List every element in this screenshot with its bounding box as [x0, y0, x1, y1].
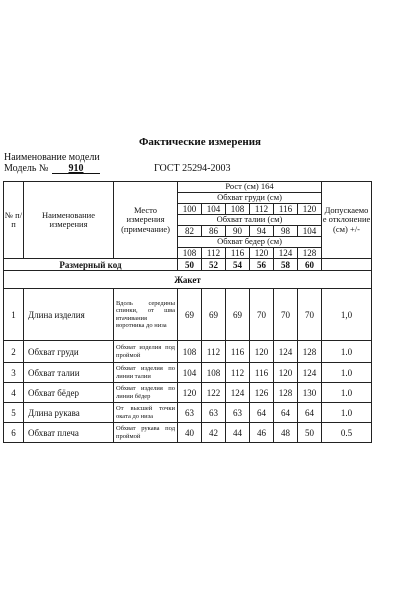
- row-value: 124: [274, 341, 298, 363]
- hips-value: 120: [250, 248, 274, 259]
- row-value: 108: [202, 363, 226, 383]
- row-number: 2: [4, 341, 24, 363]
- row-value: 69: [226, 289, 250, 341]
- waist-value: 98: [274, 226, 298, 237]
- size-code-empty: [322, 259, 372, 271]
- measurements-table: [3, 181, 372, 443]
- waist-value: 90: [226, 226, 250, 237]
- chest-value: 100: [178, 204, 202, 215]
- row-value: 48: [274, 423, 298, 443]
- row-value: 116: [226, 341, 250, 363]
- row-note: Обхват изделия по линии бёдер: [114, 383, 178, 403]
- size-code: 56: [250, 259, 274, 271]
- model-name-label: Наименование модели: [4, 152, 100, 163]
- row-value: 112: [202, 341, 226, 363]
- row-note: Вдоль середины спинки, от шва втачивания воротника до низа: [114, 289, 178, 341]
- header-tolerance: Допускаемо е отклонение (см) +/-: [322, 182, 372, 259]
- size-code: 60: [298, 259, 322, 271]
- row-number: 3: [4, 363, 24, 383]
- row-value: 70: [298, 289, 322, 341]
- row-tolerance: 1.0: [322, 363, 372, 383]
- row-note: Обхват изделия под проймой: [114, 341, 178, 363]
- row-value: 120: [178, 383, 202, 403]
- row-value: 130: [298, 383, 322, 403]
- row-note: Обхват изделия по линии талии: [114, 363, 178, 383]
- header-name: Наименование измерения: [24, 182, 114, 259]
- waist-value: 104: [298, 226, 322, 237]
- hips-value: 128: [298, 248, 322, 259]
- chest-value: 112: [250, 204, 274, 215]
- row-value: 112: [226, 363, 250, 383]
- row-note: От высшей точки оката до низа: [114, 403, 178, 423]
- row-name: Обхват плеча: [24, 423, 114, 443]
- row-value: 69: [178, 289, 202, 341]
- size-code: 54: [226, 259, 250, 271]
- hips-value: 124: [274, 248, 298, 259]
- chest-value: 116: [274, 204, 298, 215]
- row-value: 40: [178, 423, 202, 443]
- row-number: 1: [4, 289, 24, 341]
- row-value: 46: [250, 423, 274, 443]
- model-number: 910: [68, 163, 84, 174]
- row-value: 104: [178, 363, 202, 383]
- waist-value: 86: [202, 226, 226, 237]
- row-value: 63: [178, 403, 202, 423]
- header-place: Место измерения (примечание): [114, 182, 178, 259]
- chest-value: 108: [226, 204, 250, 215]
- row-name: Длина изделия: [24, 289, 114, 341]
- row-name: Обхват бёдер: [24, 383, 114, 403]
- chest-value: 104: [202, 204, 226, 215]
- row-value: 63: [226, 403, 250, 423]
- header-height: Рост (см) 164: [178, 182, 322, 193]
- row-value: 126: [250, 383, 274, 403]
- row-value: 42: [202, 423, 226, 443]
- row-value: 108: [178, 341, 202, 363]
- table-row: [4, 289, 372, 341]
- model-number-underline: [52, 173, 100, 174]
- row-tolerance: 1.0: [322, 383, 372, 403]
- hips-value: 108: [178, 248, 202, 259]
- header-num: № п/ п: [4, 182, 24, 259]
- row-value: 69: [202, 289, 226, 341]
- row-value: 70: [250, 289, 274, 341]
- table-row: [4, 383, 372, 403]
- row-name: Обхват груди: [24, 341, 114, 363]
- row-value: 50: [298, 423, 322, 443]
- size-code: 52: [202, 259, 226, 271]
- row-value: 64: [298, 403, 322, 423]
- size-code-label: Размерный код: [4, 259, 178, 271]
- document-title: Фактические измерения: [138, 136, 262, 148]
- row-note: Обхват рукава под проймой: [114, 423, 178, 443]
- row-value: 128: [274, 383, 298, 403]
- hips-value: 116: [226, 248, 250, 259]
- row-value: 120: [274, 363, 298, 383]
- waist-value: 82: [178, 226, 202, 237]
- row-number: 6: [4, 423, 24, 443]
- row-tolerance: 0.5: [322, 423, 372, 443]
- size-code: 58: [274, 259, 298, 271]
- row-value: 120: [250, 341, 274, 363]
- hips-value: 112: [202, 248, 226, 259]
- row-number: 5: [4, 403, 24, 423]
- table-row: [4, 403, 372, 423]
- row-tolerance: 1,0: [322, 289, 372, 341]
- section-title: Жакет: [4, 271, 372, 289]
- row-value: 124: [226, 383, 250, 403]
- header-chest: Обхват груди (см): [178, 193, 322, 204]
- chest-value: 120: [298, 204, 322, 215]
- row-value: 116: [250, 363, 274, 383]
- row-tolerance: 1.0: [322, 341, 372, 363]
- header-hips: Обхват бедер (см): [178, 237, 322, 248]
- model-number-label: Модель №: [4, 163, 49, 174]
- row-name: Обхват талии: [24, 363, 114, 383]
- table-row: [4, 363, 372, 383]
- row-value: 44: [226, 423, 250, 443]
- row-value: 63: [202, 403, 226, 423]
- row-value: 64: [250, 403, 274, 423]
- row-tolerance: 1.0: [322, 403, 372, 423]
- row-name: Длина рукава: [24, 403, 114, 423]
- gost-standard: ГОСТ 25294-2003: [154, 163, 231, 174]
- row-value: 64: [274, 403, 298, 423]
- size-code: 50: [178, 259, 202, 271]
- header-waist: Обхват талии (см): [178, 215, 322, 226]
- row-value: 128: [298, 341, 322, 363]
- row-value: 122: [202, 383, 226, 403]
- waist-value: 94: [250, 226, 274, 237]
- table-row: [4, 423, 372, 443]
- row-number: 4: [4, 383, 24, 403]
- row-value: 70: [274, 289, 298, 341]
- row-value: 124: [298, 363, 322, 383]
- table-row: [4, 341, 372, 363]
